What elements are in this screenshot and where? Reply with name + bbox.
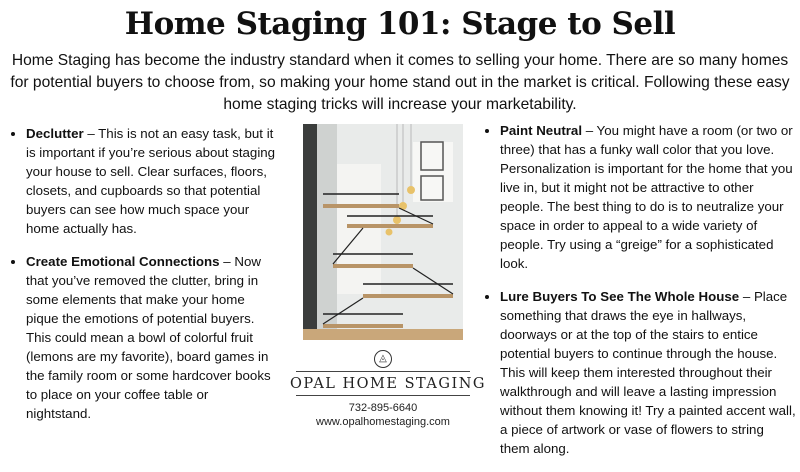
brand-url: www.opalhomestaging.com bbox=[316, 416, 450, 428]
tip-heading: Declutter bbox=[26, 126, 84, 141]
tip-heading: Create Emotional Connections bbox=[26, 254, 220, 269]
staircase-illustration bbox=[303, 124, 463, 340]
right-tips-column bbox=[478, 121, 796, 472]
tip-text: – You might have a room (or two or three) that has a funky wall color that you love. Personalization is important for the home that you live in, but it might not be attractive to other people. The best thing to do is to neutralize your space in order to appeal to a wide variety of people. Try using a “greige” for a sophisticated look. bbox=[500, 123, 793, 271]
left-tips-column bbox=[4, 124, 276, 437]
tip-heading: Paint Neutral bbox=[500, 123, 583, 138]
staircase-photo bbox=[303, 124, 463, 340]
tip-text: – Now that you’ve removed the clutter, bring in some elements that make your home pique the emotions of potential buyers. This could mean a bowl of colorful fruit (lemons are my favorite), board games in the family room or some hardcover books to place on your coffee table or nightstand. bbox=[26, 254, 271, 421]
opal-logo-icon: ◬ bbox=[374, 350, 392, 368]
right-tips-list bbox=[478, 121, 796, 458]
tip-emotional-connections bbox=[26, 252, 276, 423]
brand-name: OPAL HOME STAGING bbox=[290, 376, 486, 392]
brand-phone: 732-895-6640 bbox=[348, 402, 418, 414]
tip-heading: Lure Buyers To See The Whole House bbox=[500, 289, 740, 304]
brand-divider-bottom bbox=[296, 395, 470, 396]
tip-declutter bbox=[26, 124, 276, 238]
tip-paint-neutral bbox=[500, 121, 796, 273]
tip-lure-buyers bbox=[500, 287, 796, 458]
tip-text: – This is not an easy task, but it is important if you’re serious about staging your house to sell. Clear surfaces, floors, closets, and cupboards so that potential buyers can see how much space your home actually has. bbox=[26, 126, 276, 236]
intro-paragraph: Home Staging has become the industry standard when it comes to selling your home. There are so many homes for potential buyers to choose from, so making your home stand out in the market is critical. Following these easy home staging tricks will increase your marketability. bbox=[10, 52, 790, 113]
brand-divider-top bbox=[296, 371, 470, 372]
brand-block bbox=[290, 350, 486, 428]
tip-text: – Place something that draws the eye in hallways, doorways or at the top of the stairs to entice potential buyers to continue through the house. This will keep them interested throughout their walkthrough and will leave a lasting impression without them knowing it! Try a painted accent wall, a piece of artwork or vase of flowers to string them along. bbox=[500, 289, 796, 456]
left-tips-list bbox=[4, 124, 276, 423]
page-title: Home Staging 101: Stage to Sell bbox=[124, 6, 676, 42]
